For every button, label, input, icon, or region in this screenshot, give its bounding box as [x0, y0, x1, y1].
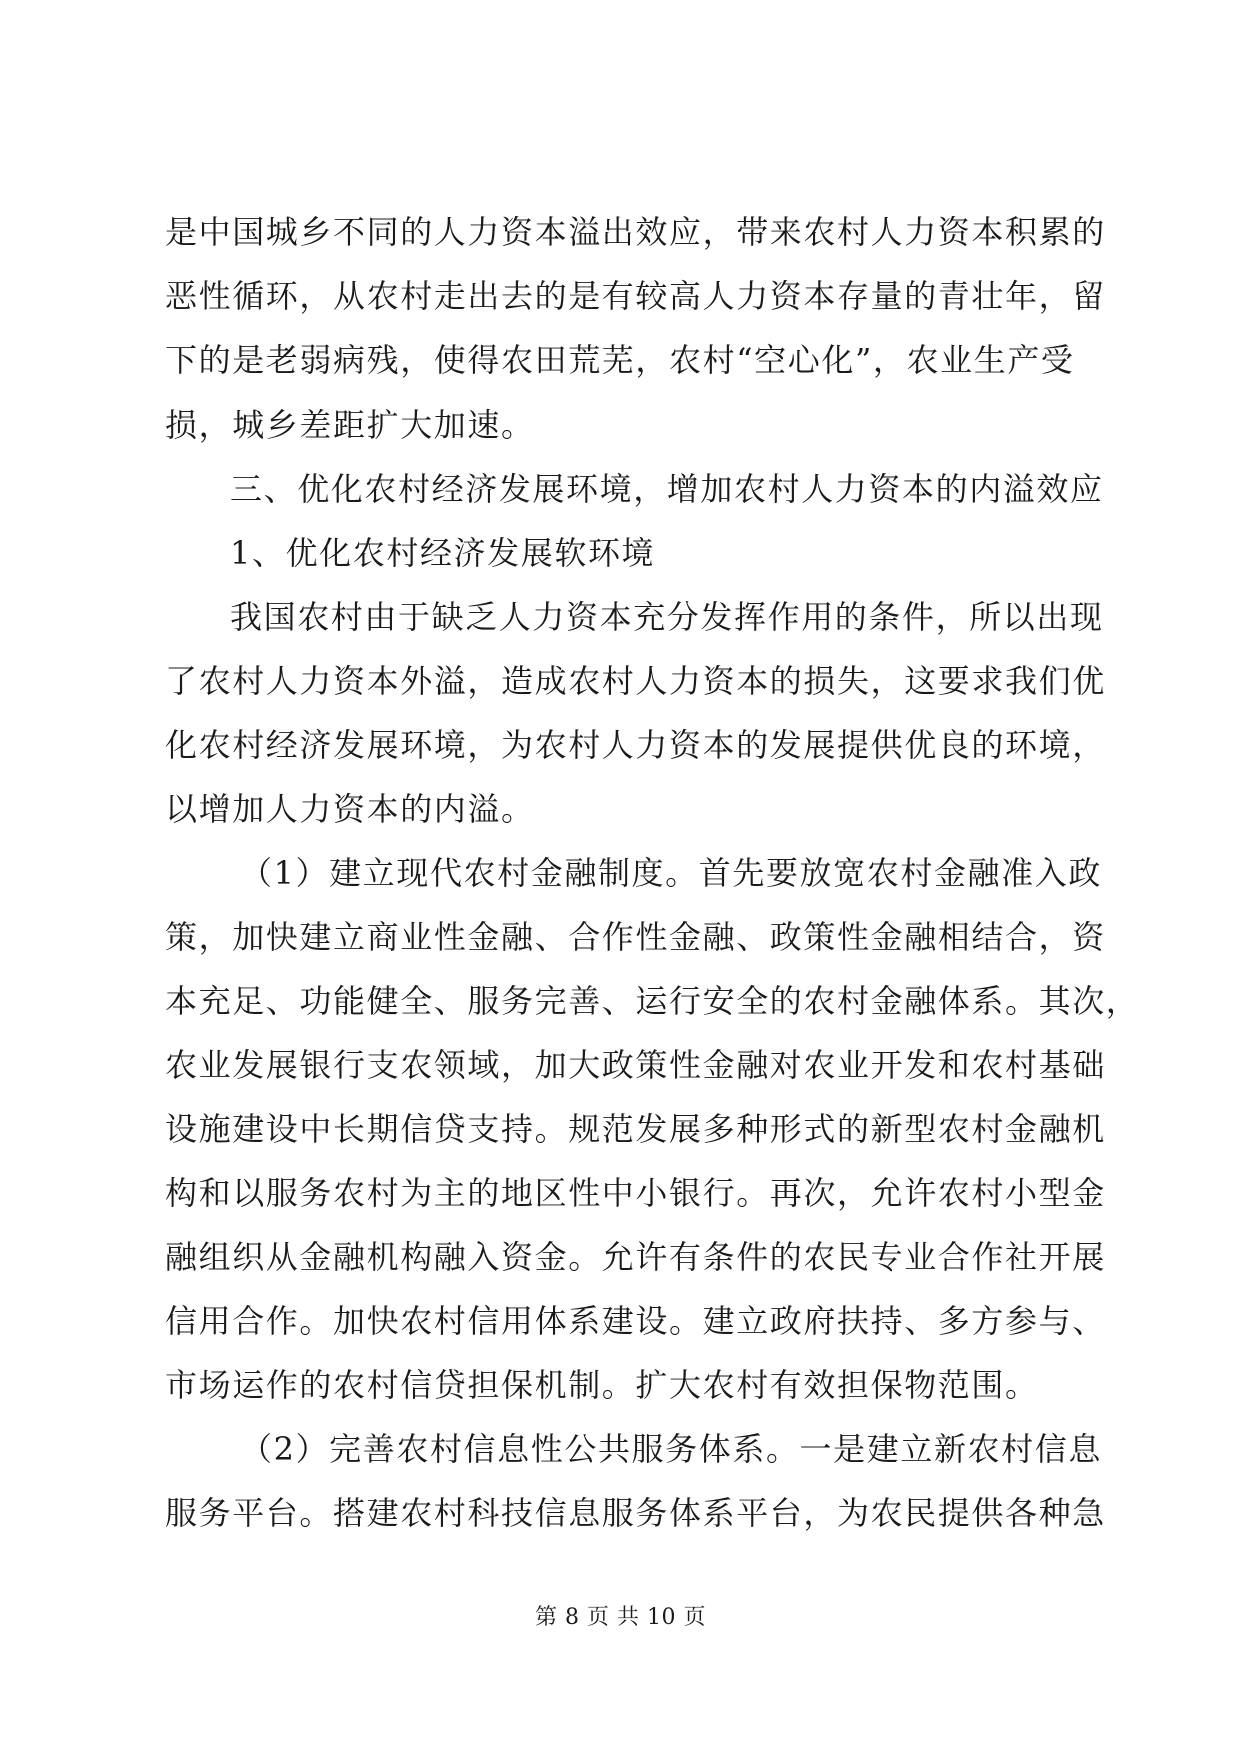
text-line-1: 是中国城乡不同的人力资本溢出效应，带来农村人力资本积累的 [165, 213, 1106, 251]
text-line-4: 损，城乡差距扩大加速。 [165, 406, 535, 444]
text-line-14: 农业发展银行支农领域，加大政策性金融对农业开发和农村基础 [165, 1046, 1106, 1084]
text-line-2: 恶性循环，从农村走出去的是有较高人力资本存量的青壮年，留 [165, 277, 1106, 315]
text-line-11: （1）建立现代农村金融制度。首先要放宽农村金融准入政 [240, 854, 1102, 892]
text-line-19: 市场运作的农村信贷担保机制。扩大农村有效担保物范围。 [165, 1366, 1039, 1404]
text-line-8: 了农村人力资本外溢，造成农村人力资本的损失，这要求我们优 [165, 662, 1106, 700]
text-line-16: 构和以服务农村为主的地区性中小银行。再次，允许农村小型金 [165, 1174, 1106, 1212]
text-line-18: 信用合作。加快农村信用体系建设。建立政府扶持、多方参与、 [165, 1302, 1106, 1340]
text-line-9: 化农村经济发展环境，为农村人力资本的发展提供优良的环境， [165, 726, 1106, 764]
text-line-7: 我国农村由于缺乏人力资本充分发挥作用的条件，所以出现 [230, 598, 1104, 636]
section-heading: 三、优化农村经济发展环境，增加农村人力资本的内溢效应 [230, 470, 1104, 508]
subsection-heading: 1、优化农村经济发展软环境 [230, 534, 656, 572]
text-line-21: 服务平台。搭建农村科技信息服务体系平台，为农民提供各种急 [165, 1494, 1106, 1532]
page-number-footer: 第 8 页 共 10 页 [535, 1605, 706, 1630]
text-line-13: 本充足、功能健全、服务完善、运行安全的农村金融体系。其次， [165, 982, 1140, 1020]
text-line-20: （2）完善农村信息性公共服务体系。一是建立新农村信息 [240, 1430, 1102, 1468]
text-line-15: 设施建设中长期信贷支持。规范发展多种形式的新型农村金融机 [165, 1110, 1106, 1148]
text-line-3: 下的是老弱病残，使得农田荒芜，农村“空心化”，农业生产受 [165, 341, 1075, 379]
text-line-10: 以增加人力资本的内溢。 [165, 790, 535, 828]
text-line-17: 融组织从金融机构融入资金。允许有条件的农民专业合作社开展 [165, 1238, 1106, 1276]
text-line-12: 策，加快建立商业性金融、合作性金融、政策性金融相结合，资 [165, 918, 1106, 956]
